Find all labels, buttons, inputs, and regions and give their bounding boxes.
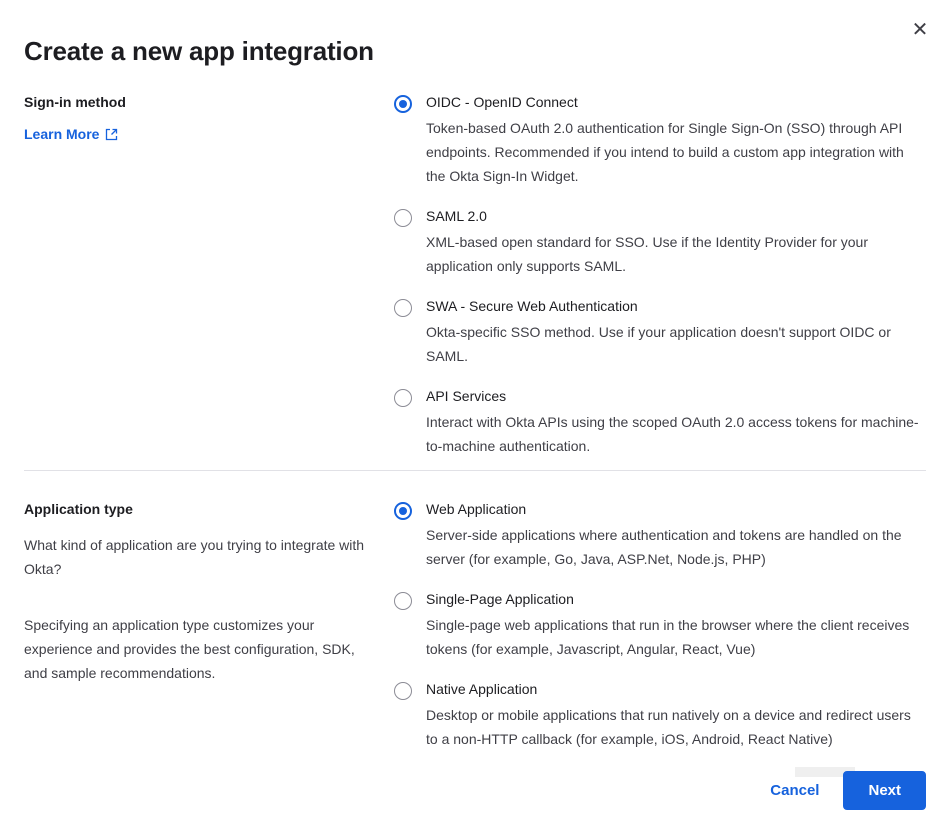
radio-native-application[interactable] [394, 682, 412, 700]
radio-swa[interactable] [394, 299, 412, 317]
signin-option-api-services-label: API Services [426, 388, 507, 404]
signin-option-oidc-label: OIDC - OpenID Connect [426, 94, 578, 110]
signin-option-swa-body [426, 296, 926, 368]
radio-single-page-application[interactable] [394, 592, 412, 610]
close-icon[interactable]: ✕ [908, 18, 932, 42]
apptype-option-web[interactable] [394, 499, 926, 571]
signin-option-swa-description: Okta-specific SSO method. Use if your application doesn't support OIDC or SAML. [426, 324, 891, 364]
dialog-footer [24, 770, 926, 810]
apptype-option-web-body [426, 499, 926, 571]
apptype-option-spa-label: Single-Page Application [426, 591, 574, 607]
learn-more-link[interactable] [24, 126, 118, 142]
apptype-option-native-description: Desktop or mobile applications that run natively on a device and redirect users to a non-HTTP callback (for example, iOS, Android, React Native) [426, 707, 911, 747]
external-link-icon [105, 128, 118, 141]
application-type-left-column [24, 499, 394, 685]
signin-option-oidc-description: Token-based OAuth 2.0 authentication for Single Sign-On (SSO) through API endpoints. Recommended if you intend to build a custom app integration with the Okta Sign-In Widget. [426, 120, 904, 184]
apptype-option-spa[interactable] [394, 589, 926, 661]
next-button[interactable]: Next [843, 771, 926, 810]
section-divider [24, 470, 926, 471]
signin-method-left-column [24, 92, 394, 144]
signin-option-saml-description: XML-based open standard for SSO. Use if the Identity Provider for your application only supports SAML. [426, 234, 868, 274]
apptype-option-web-label: Web Application [426, 501, 527, 517]
apptype-option-native[interactable] [394, 679, 926, 751]
signin-option-api-services-body [426, 386, 926, 458]
signin-option-oidc[interactable] [394, 92, 926, 188]
application-type-heading: Application type [24, 501, 133, 517]
signin-option-api-services-description: Interact with Okta APIs using the scoped OAuth 2.0 access tokens for machine-to-machine authentication. [426, 414, 919, 454]
application-type-paragraph-1: What kind of application are you trying to integrate with Okta? [24, 537, 365, 577]
cancel-button[interactable]: Cancel [764, 772, 825, 809]
application-type-options [394, 499, 926, 751]
signin-option-api-services[interactable] [394, 386, 926, 458]
signin-option-saml-label: SAML 2.0 [426, 208, 487, 224]
radio-api-services[interactable] [394, 389, 412, 407]
learn-more-label: Learn More [24, 126, 100, 142]
signin-method-heading: Sign-in method [24, 94, 126, 110]
apptype-option-native-label: Native Application [426, 681, 538, 697]
signin-option-oidc-body [426, 92, 926, 188]
page-title: Create a new app integration [24, 36, 374, 66]
signin-option-swa[interactable] [394, 296, 926, 368]
application-type-section [24, 499, 926, 751]
signin-option-swa-label: SWA - Secure Web Authentication [426, 298, 638, 314]
radio-web-application[interactable] [394, 502, 412, 520]
signin-option-saml[interactable] [394, 206, 926, 278]
apptype-option-web-description: Server-side applications where authentication and tokens are handled on the server (for example, Go, Java, ASP.Net, Node.js, PHP) [426, 527, 902, 567]
application-type-paragraph-2: Specifying an application type customizes your experience and provides the best configuration, SDK, and sample recommendations. [24, 617, 355, 681]
apptype-option-native-body [426, 679, 926, 751]
radio-saml[interactable] [394, 209, 412, 227]
signin-method-options [394, 92, 926, 458]
signin-method-section [24, 92, 926, 458]
radio-oidc[interactable] [394, 95, 412, 113]
apptype-option-spa-body [426, 589, 926, 661]
apptype-option-spa-description: Single-page web applications that run in the browser where the client receives tokens (for example, Javascript, Angular, React, Vue) [426, 617, 910, 657]
signin-option-saml-body [426, 206, 926, 278]
